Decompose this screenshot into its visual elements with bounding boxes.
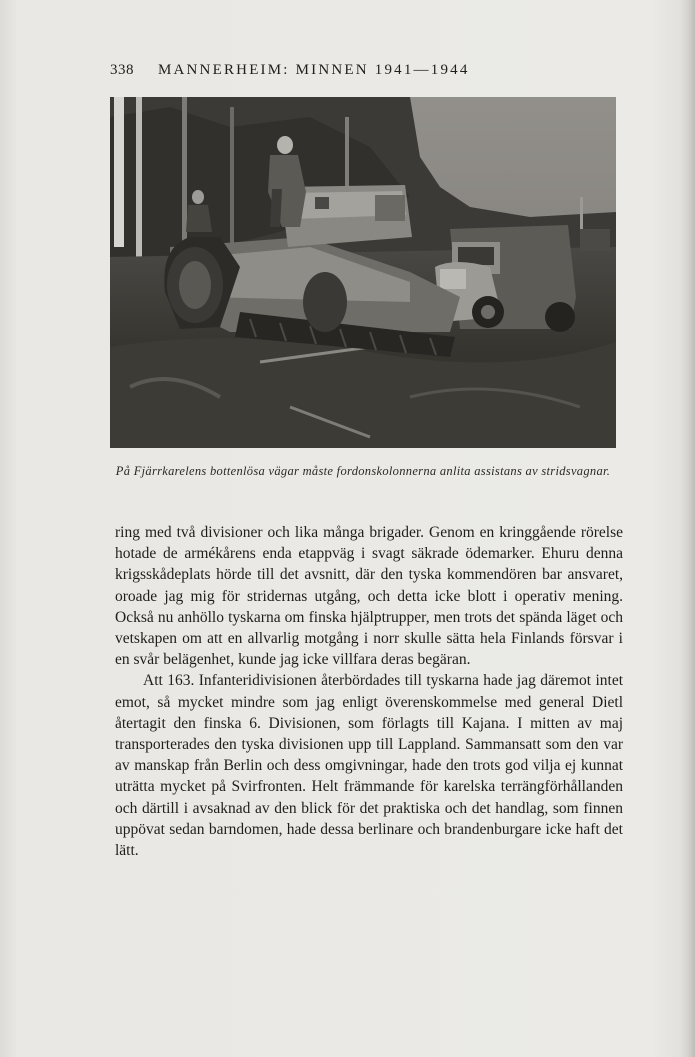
photograph: [110, 97, 616, 448]
tank-towing-truck-photo: [110, 97, 616, 448]
paragraph: ring med två divisioner och lika många brigader. Genom en kringgående rörelse hotade de armékårens enda etappväg i svagt säkrade ödemarker. Ehuru denna krigsskådeplats hörde till det avsnitt, där den tyska kommendören bar ansvaret, oroade jag mig för stridernas utgång, och detta icke blott i operativ mening. Också nu anhöllo tyskarna om finska hjälptrupper, men trots det spända läget och vetskapen om att en allvarlig motgång i norr skulle sätta hela Finlands försvar i en svår belägenhet, kunde jag icke villfara deras begäran.: [115, 524, 623, 669]
book-title: MANNERHEIM: MINNEN 1941—1944: [157, 62, 470, 78]
page-number: 338: [110, 62, 134, 78]
running-header: [110, 62, 590, 79]
figure-caption: På Fjärrkarelens bottenlösa vägar måste fordonskolonnerna anlita assistans av stridsvagnar.: [115, 464, 611, 478]
body-text: [115, 522, 623, 861]
page-edge-shadow: [687, 0, 695, 1057]
paragraph: Att 163. Infanteridivisionen återbördades till tyskarna hade jag däremot intet emot, så mycket mindre som jag enligt överenskommelse med general Dietl återtagit den finska 6. Divisionen, som förlagts till Kajana. I mitten av maj transporterades den tyska divisionen upp till Lappland. Sammansatt som den var av manskap från Berlin och dess omgivningar, hade den trots god vilja ej kunnat uträtta mycket på Svirfronten. Helt främmande för karelska terrängförhållanden och därtill i avsaknad av den blick för det praktiska och det handlag, som finnen uppövat sedan barndomen, hade dessa berlinare och brandenburgare icke haft det lätt.: [115, 672, 623, 860]
